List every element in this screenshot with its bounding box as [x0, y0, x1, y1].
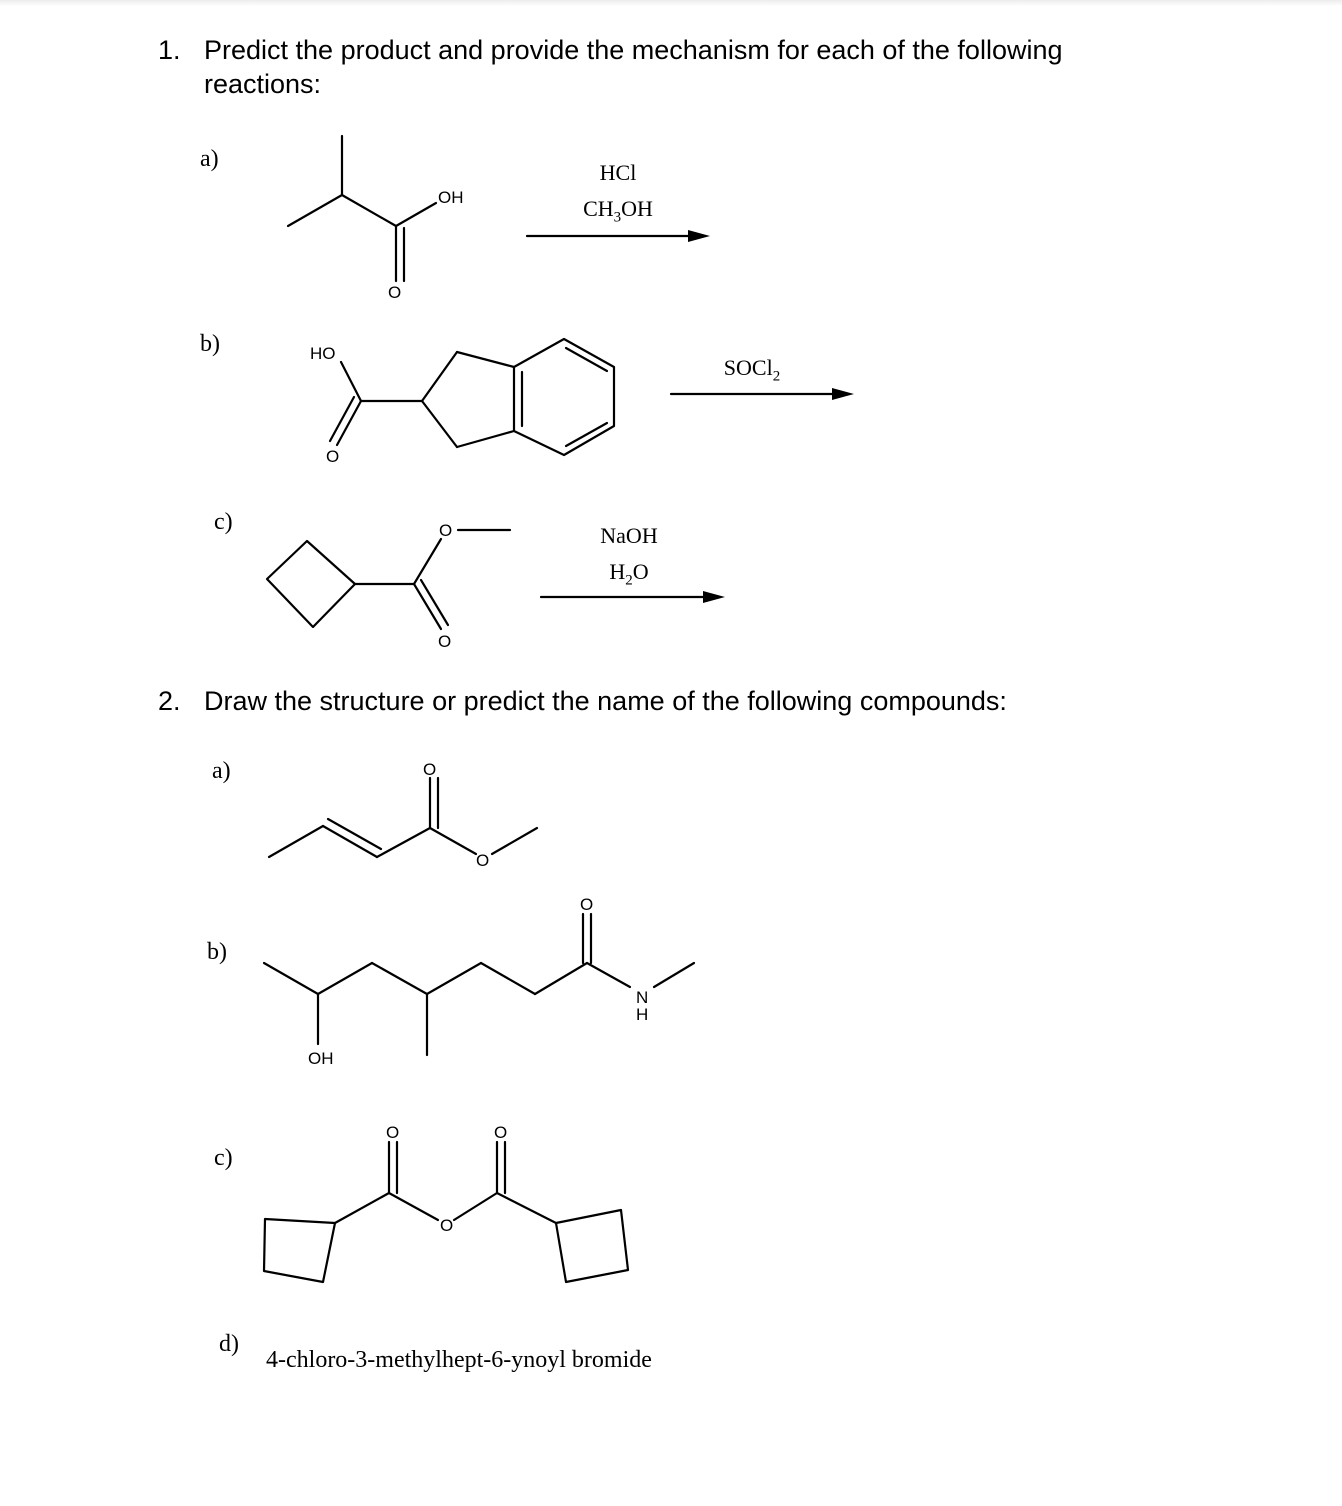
reaction-b-label: b) [200, 331, 220, 357]
compound-c-bridging-o-label: O [440, 1216, 454, 1235]
compound-d-label: d) [219, 1331, 239, 1357]
reaction-b-reagent-thionyl-chloride: SOCl$_2$ [723, 355, 781, 385]
reaction-c-arrow [541, 591, 725, 603]
reaction-c-ester-o-label: O [439, 521, 453, 540]
reaction-b-carbonyl-o-label: O [326, 447, 340, 466]
compound-b-label: b) [207, 939, 227, 965]
compound-d-name: 4-chloro-3-methylhept-6-ynoyl bromide [266, 1347, 652, 1373]
reaction-a-carbonyl-o-label: O [388, 283, 402, 302]
reaction-a-arrow [527, 230, 710, 242]
question-1-text-continued: reactions: [204, 69, 322, 99]
compound-c-label: c) [214, 1145, 233, 1171]
reaction-a-hydroxyl-label: OH [438, 188, 464, 207]
compound-b-hydroxyl-label: OH [308, 1049, 334, 1068]
reaction-a-reactant-structure [288, 136, 464, 302]
reaction-a-reagent-methanol: $CH_3OH$ [583, 196, 653, 226]
compound-a-structure [269, 760, 537, 870]
compound-b-structure [264, 895, 694, 1068]
reaction-c-reactant-structure [267, 521, 510, 651]
reaction-a-label: a) [200, 146, 219, 172]
question-1-number: 1. [158, 35, 181, 65]
compound-a-ester-o-label: O [476, 851, 490, 870]
question-2-number: 2. [158, 686, 181, 716]
reaction-c-reagent-water: $H_2O$ [609, 559, 649, 589]
compound-b-nitrogen-label: N [636, 988, 649, 1007]
compound-b-nh-hydrogen-label: H [636, 1005, 649, 1024]
compound-c-carbonyl-o-left-label: O [386, 1123, 400, 1142]
compound-c-carbonyl-o-right-label: O [494, 1123, 508, 1142]
reaction-c-carbonyl-o-label: O [438, 632, 452, 651]
compound-c-structure [264, 1123, 628, 1282]
question-2-text: Draw the structure or predict the name of the following compounds: [204, 686, 1007, 716]
compound-b-carbonyl-o-label: O [580, 895, 594, 914]
compound-a-carbonyl-o-label: O [423, 760, 437, 779]
reaction-c-label: c) [214, 509, 233, 535]
reaction-c-reagent-naoh: NaOH [600, 523, 658, 548]
compound-a-label: a) [212, 758, 231, 784]
reaction-b-hydroxyl-label: HO [310, 344, 336, 363]
reaction-a-reagent-hcl: HCl [599, 160, 637, 185]
reaction-b-reactant-structure [310, 339, 614, 466]
question-1-text: Predict the product and provide the mechanism for each of the following [204, 35, 1063, 65]
reaction-b-arrow [671, 388, 854, 400]
